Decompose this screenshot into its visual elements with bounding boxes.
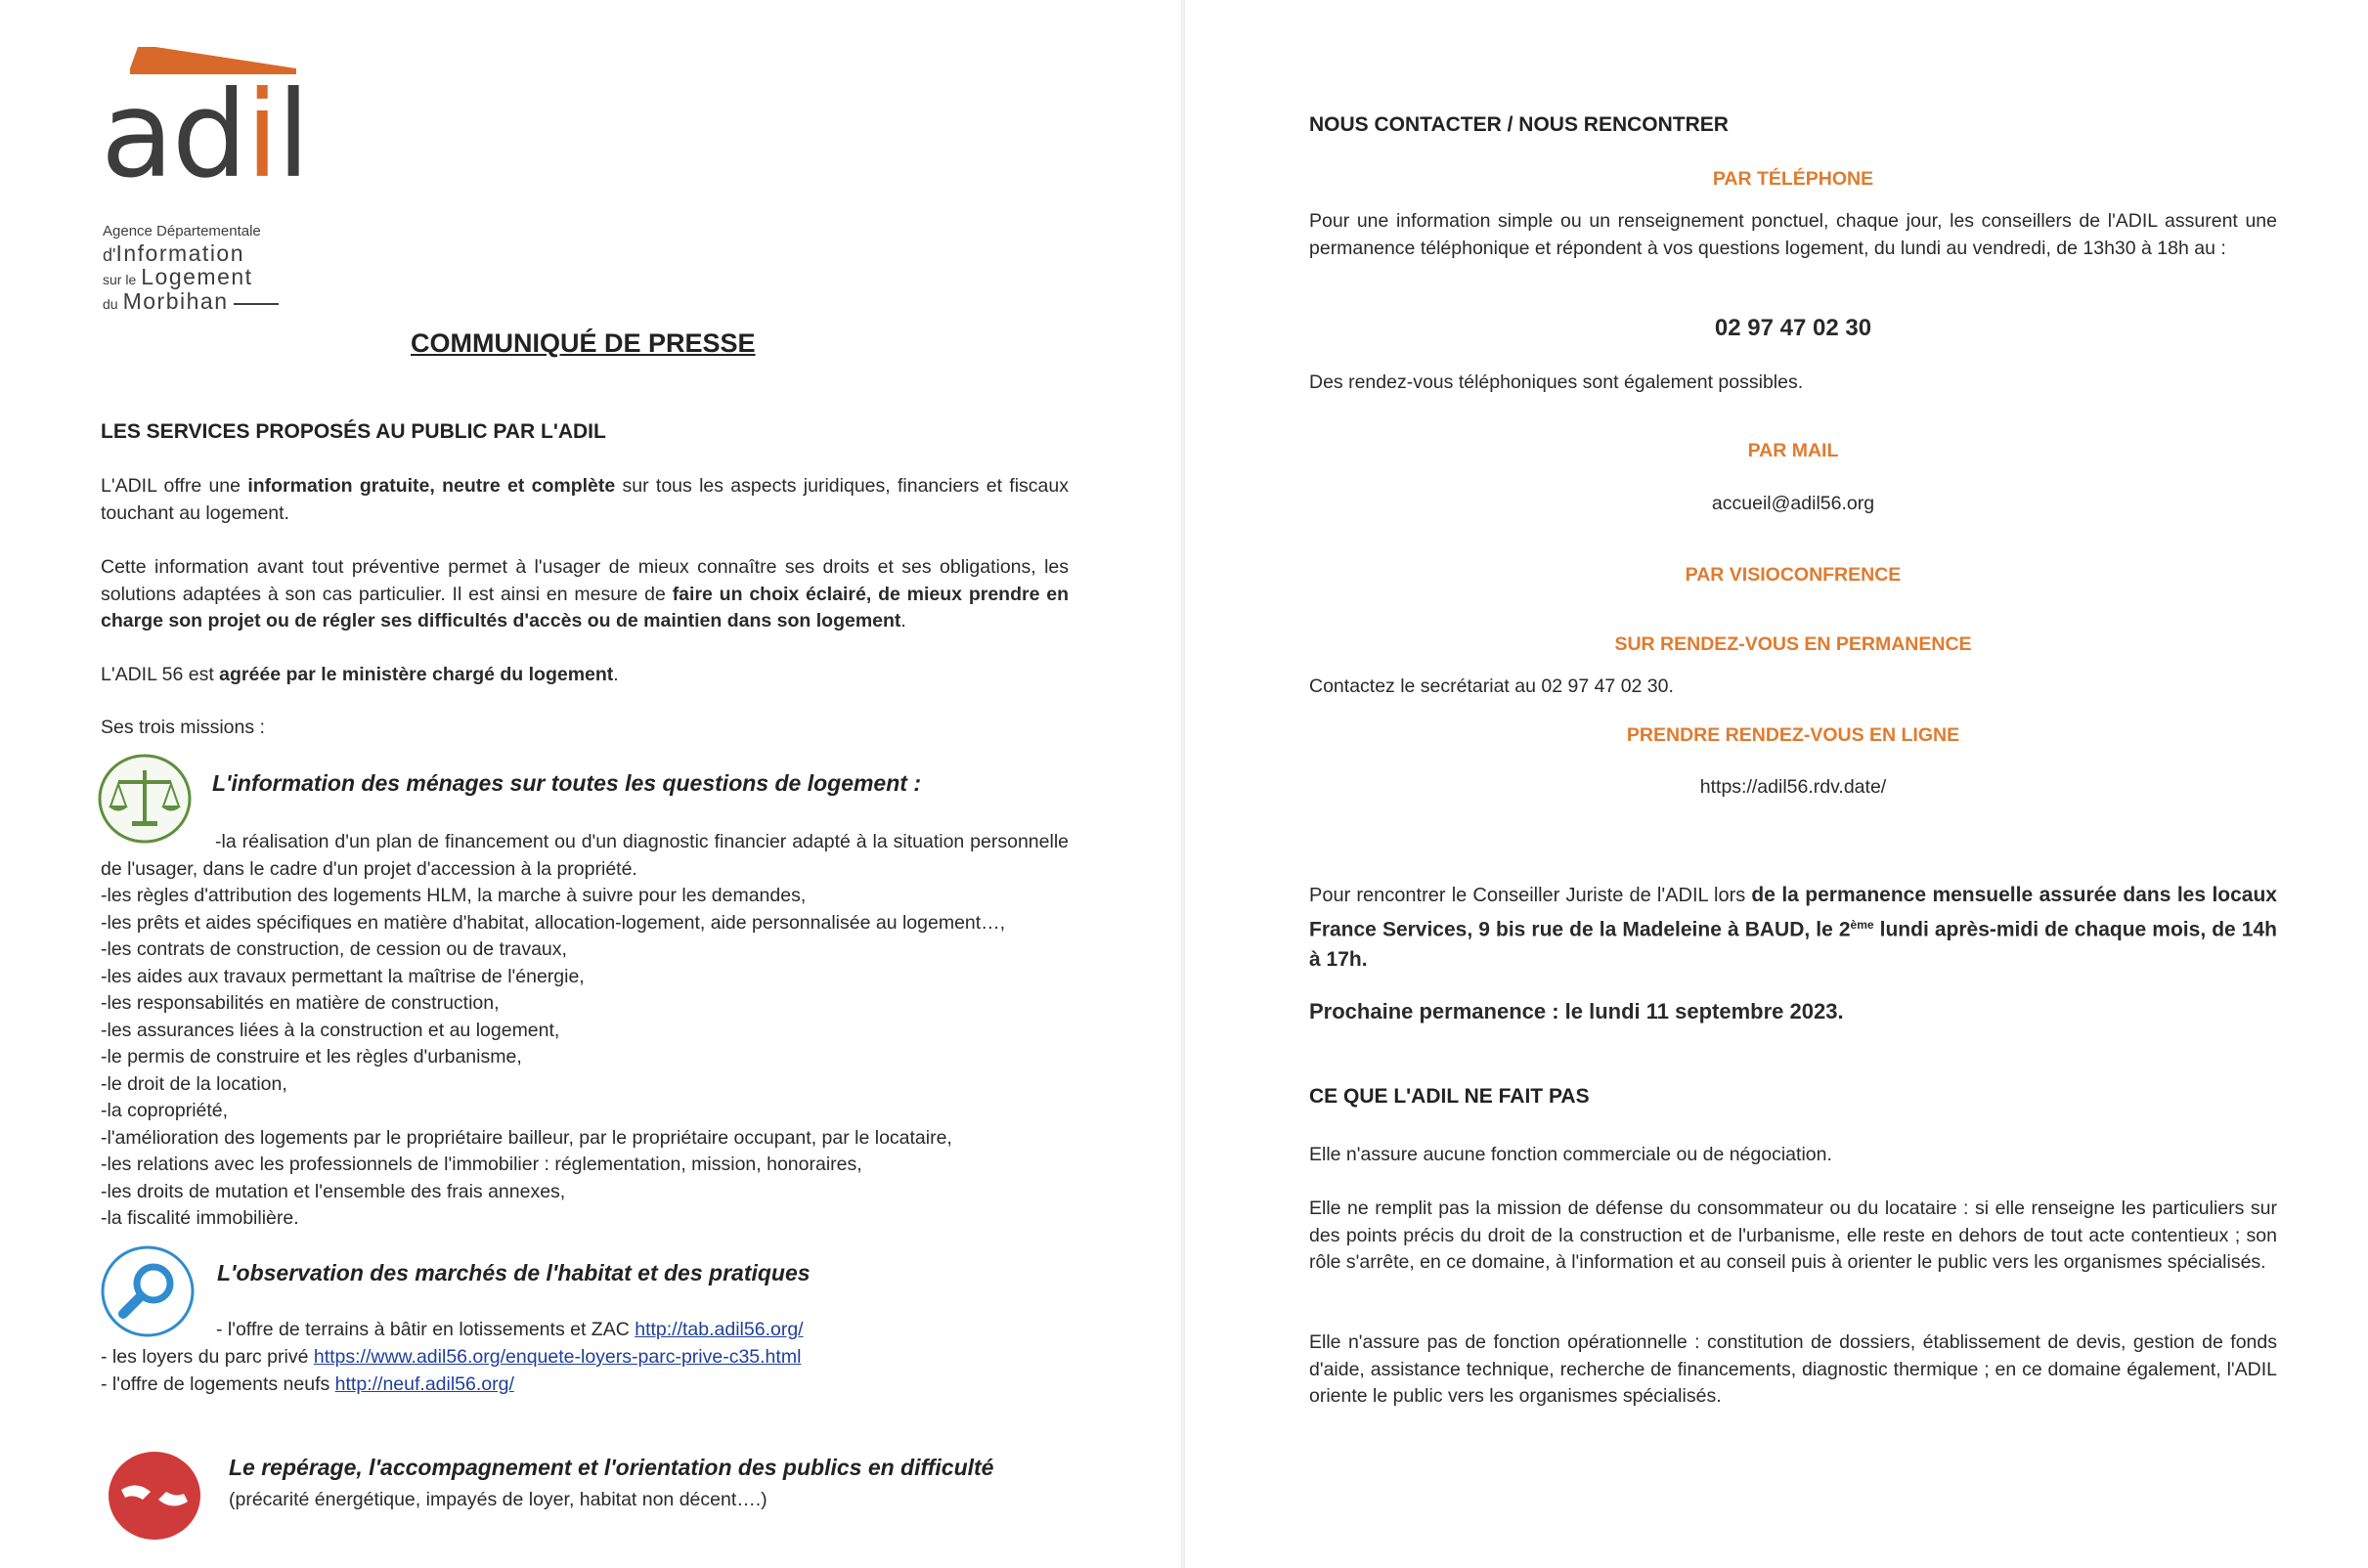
online-heading: PRENDRE RENDEZ-VOUS EN LIGNE bbox=[1626, 724, 1960, 746]
p1-text-c: sur tous les aspects juridiques, financiers et fiscaux touchant au logement. bbox=[101, 475, 1069, 524]
left-page bbox=[0, 0, 1181, 1568]
phone-number: 02 97 47 02 30 bbox=[1714, 315, 1872, 341]
missions-intro: Ses trois missions : bbox=[101, 717, 265, 738]
p2-text-bold: faire un choix éclairé, de mieux prendre en charge son projet ou de régler ses difficultés d'accès ou de maintien dans son logement bbox=[101, 583, 1069, 632]
p3-text-a: L'ADIL 56 est bbox=[101, 664, 220, 685]
online-url[interactable]: https://adil56.rdv.date/ bbox=[1699, 776, 1887, 798]
right-page bbox=[1185, 0, 2368, 1568]
press-title: COMMUNIQUÉ DE PRESSE bbox=[411, 328, 756, 358]
mission2-item-rents-text: - les loyers du parc privé bbox=[101, 1346, 314, 1368]
contact-title: NOUS CONTACTER / NOUS RENCONTRER bbox=[1309, 113, 1729, 136]
p1-text-bold: information gratuite, neutre et complète bbox=[247, 475, 616, 497]
mission1-list-item: -la copropriété, bbox=[101, 1100, 229, 1121]
p3-text-bold: agréée par le ministère chargé du logement bbox=[219, 664, 614, 685]
phone-rdv: Des rendez-vous téléphoniques sont également possibles. bbox=[1309, 371, 1804, 393]
mission2-item-rents bbox=[101, 1344, 1078, 1372]
mail-heading: PAR MAIL bbox=[1747, 440, 1839, 461]
mission1-title: L'information des ménages sur toutes les questions de logement : bbox=[212, 770, 921, 796]
meeting-text-c: lundi après-midi de chaque mois, de 14h à 17h. bbox=[1309, 918, 2277, 971]
not-done-paragraph-2: Elle ne remplit pas la mission de défense du consommateur ou du locataire : si elle renseigne les particuliers sur des points précis du droit de la construction et de l'urbanisme, elle reste en dehors de tout acte contentieux ; son rôle s'arrête, en ce domaine, à l'information et au conseil puis à orienter le public vers les organismes spécialisés. bbox=[1309, 1198, 2277, 1273]
adil-logo bbox=[101, 47, 335, 314]
mission2-item-lots-text: - l'offre de terrains à bâtir en lotissements et ZAC bbox=[216, 1319, 636, 1340]
mission2-link-neuf[interactable]: http://neuf.adil56.org/ bbox=[334, 1373, 514, 1395]
logo-line-4-big: Morbihan bbox=[122, 288, 229, 314]
visio-heading: PAR VISIOCONFRENCE bbox=[1685, 564, 1902, 586]
logo-line-3-small: sur le bbox=[103, 272, 137, 287]
logo-rule bbox=[234, 303, 279, 305]
mission1-list-item: -les droits de mutation et l'ensemble des frais annexes, bbox=[101, 1180, 566, 1202]
support-hands-icon bbox=[108, 1451, 201, 1541]
logo-tagline bbox=[103, 221, 279, 315]
mission1-list-item: -les assurances liées à la construction et au logement, bbox=[101, 1019, 560, 1041]
logo-line-2-big: Information bbox=[115, 240, 245, 266]
mission1-list-item: -la fiscalité immobilière. bbox=[101, 1207, 299, 1229]
meeting-text-a: Pour rencontrer le Conseiller Juriste de l'ADIL lors bbox=[1309, 885, 1752, 906]
paragraph-offer bbox=[101, 473, 1069, 527]
p2-text-c: . bbox=[900, 610, 906, 632]
paragraph-approval bbox=[101, 662, 1069, 689]
p2-text-a: Cette information avant tout préventive permet à l'usager de mieux connaître ses droits et ses obligations, les solutions adaptées à son cas particulier. Il est ainsi en mesure de bbox=[101, 556, 1069, 605]
logo-line-1: Agence Départementale bbox=[103, 223, 261, 240]
permanence-heading: SUR RENDEZ-VOUS EN PERMANENCE bbox=[1614, 633, 1972, 655]
mission2-link-rents[interactable]: https://www.adil56.org/enquete-loyers-parc-prive-c35.html bbox=[313, 1346, 802, 1368]
paragraph-prevention bbox=[101, 554, 1069, 635]
mission2-title: L'observation des marchés de l'habitat et des pratiques bbox=[217, 1260, 811, 1285]
mission2-item-lots bbox=[216, 1317, 1096, 1344]
logo-wordmark-ad: ad bbox=[101, 65, 246, 204]
services-section-title: LES SERVICES PROPOSÉS AU PUBLIC PAR L'ADIL bbox=[101, 420, 606, 443]
meeting-text-bold: de la permanence mensuelle assurée dans les locaux France Services, 9 bis rue de la Madeleine à BAUD, le 2 bbox=[1309, 884, 2277, 941]
not-done-paragraph-1: Elle n'assure aucune fonction commerciale ou de négociation. bbox=[1309, 1144, 1832, 1165]
next-permanence: Prochaine permanence : le lundi 11 septembre 2023. bbox=[1309, 999, 1844, 1024]
mission1-list-item: -les prêts et aides spécifiques en matière d'habitat, allocation-logement, aide personnalisée au logement…, bbox=[101, 911, 1006, 934]
mission1-list-item: -les aides aux travaux permettant la maîtrise de l'énergie, bbox=[101, 965, 585, 987]
p3-text-c: . bbox=[613, 664, 619, 685]
mission3-subtitle: (précarité énergétique, impayés de loyer, habitat non décent….) bbox=[229, 1489, 767, 1510]
mission1-first-item: -la réalisation d'un plan de financement ou d'un diagnostic financier adapté à la situation personnelle de l'usager, dans le cadre d'un projet d'accession à la propriété. bbox=[101, 831, 1069, 880]
mission1-list-item: -les contrats de construction, de cession ou de travaux, bbox=[101, 938, 567, 960]
permanence-text: Contactez le secrétariat au 02 97 47 02 30. bbox=[1309, 675, 1674, 697]
mission3-title: Le repérage, l'accompagnement et l'orientation des publics en difficulté bbox=[229, 1455, 994, 1480]
mission1-list-item: -le droit de la location, bbox=[101, 1072, 287, 1095]
mission2-link-tab[interactable]: http://tab.adil56.org/ bbox=[635, 1319, 804, 1340]
mission1-list bbox=[101, 883, 1088, 1233]
phone-paragraph: Pour une information simple ou un renseignement ponctuel, chaque jour, les conseillers de l'ADIL assurent une permanence téléphonique et répondent à vos questions logement, du lundi au vendredi, de 13h30 à 18h au : bbox=[1309, 210, 2277, 259]
not-done-paragraph-3: Elle n'assure pas de fonction opérationnelle : constitution de dossiers, établissement de devis, gestion de fonds d'aide, assistance technique, recherche de financements, diagnostic thermique ; en ce domaine également, l'ADIL oriente le public vers les organismes spécialisés. bbox=[1309, 1331, 2277, 1407]
p1-text-a: L'ADIL offre une bbox=[101, 475, 248, 497]
mail-address[interactable]: accueil@adil56.org bbox=[1711, 493, 1875, 514]
magnifier-icon bbox=[100, 1244, 196, 1338]
mission1-list-item: -l'amélioration des logements par le propriétaire bailleur, par le propriétaire occupant, par le locataire, bbox=[101, 1126, 952, 1149]
not-done-title: CE QUE L'ADIL NE FAIT PAS bbox=[1309, 1085, 1590, 1108]
mission1-list-item: -les règles d'attribution des logements HLM, la marche à suivre pour les demandes, bbox=[101, 885, 807, 906]
mission2-item-new-text: - l'offre de logements neufs bbox=[101, 1373, 335, 1395]
logo-line-4-small: du bbox=[103, 296, 118, 312]
meeting-paragraph bbox=[1309, 881, 2277, 975]
meeting-sup: ème bbox=[1850, 918, 1874, 932]
logo-wordmark bbox=[101, 66, 308, 203]
mission1-list-item: -le permis de construire et les règles d'urbanisme, bbox=[101, 1046, 522, 1067]
phone-heading: PAR TÉLÉPHONE bbox=[1712, 168, 1874, 190]
logo-line-3-big: Logement bbox=[141, 264, 253, 289]
mission2-item-new bbox=[101, 1372, 1078, 1399]
logo-wordmark-i: i bbox=[245, 65, 278, 204]
logo-wordmark-l: l bbox=[277, 65, 309, 204]
logo-line-2-small: d' bbox=[103, 245, 116, 265]
mission1-list-item: -les responsabilités en matière de construction, bbox=[101, 992, 500, 1014]
mission1-list-item: -les relations avec les professionnels de l'immobilier : réglementation, mission, honoraires, bbox=[101, 1154, 862, 1175]
